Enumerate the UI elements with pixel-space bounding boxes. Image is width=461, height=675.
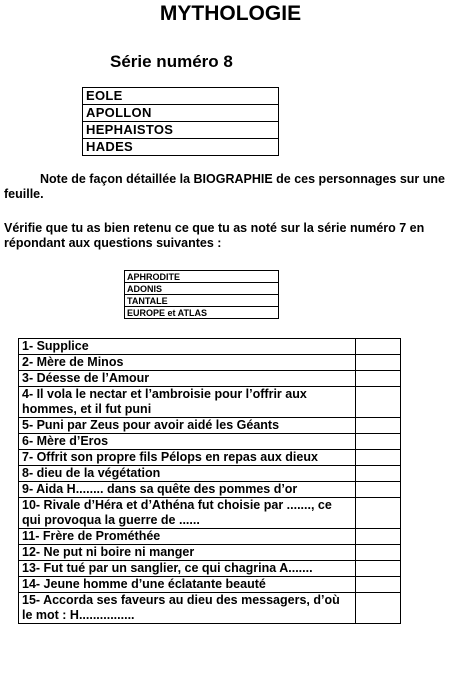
answer-cell[interactable] bbox=[356, 355, 401, 371]
question-cell: 11- Frère de Prométhée bbox=[19, 529, 356, 545]
answer-cell[interactable] bbox=[356, 434, 401, 450]
question-cell: 10- Rivale d’Héra et d’Athéna fut choisie par ......., ce qui provoqua la guerre de ...... bbox=[19, 498, 356, 529]
table-row bbox=[19, 529, 401, 545]
question-cell: 15- Accorda ses faveurs au dieu des messagers, d’où le mot : H................ bbox=[19, 593, 356, 624]
question-cell: 12- Ne put ni boire ni manger bbox=[19, 545, 356, 561]
instruction-biography: Note de façon détaillée la BIOGRAPHIE de ces personnages sur une feuille. bbox=[4, 172, 445, 201]
questions-table bbox=[18, 338, 401, 624]
name-cell: APOLLON bbox=[83, 105, 279, 122]
question-cell: 2- Mère de Minos bbox=[19, 355, 356, 371]
table-row bbox=[19, 434, 401, 450]
table-row bbox=[19, 593, 401, 624]
table-row bbox=[125, 307, 279, 319]
table-row bbox=[19, 339, 401, 355]
review-cell: EUROPE et ATLAS bbox=[125, 307, 279, 319]
question-cell: 6- Mère d’Eros bbox=[19, 434, 356, 450]
review-cell: APHRODITE bbox=[125, 271, 279, 283]
answer-cell[interactable] bbox=[356, 593, 401, 624]
answer-cell[interactable] bbox=[356, 466, 401, 482]
review-list-table bbox=[124, 270, 279, 319]
page-title: MYTHOLOGIE bbox=[159, 2, 302, 25]
answer-cell[interactable] bbox=[356, 482, 401, 498]
question-cell: 8- dieu de la végétation bbox=[19, 466, 356, 482]
answer-cell[interactable] bbox=[356, 418, 401, 434]
table-row bbox=[125, 271, 279, 283]
answer-cell[interactable] bbox=[356, 371, 401, 387]
table-row bbox=[19, 418, 401, 434]
table-row bbox=[125, 295, 279, 307]
answer-cell[interactable] bbox=[356, 545, 401, 561]
answer-cell[interactable] bbox=[356, 339, 401, 355]
table-row bbox=[19, 482, 401, 498]
review-cell: ADONIS bbox=[125, 283, 279, 295]
table-row bbox=[19, 466, 401, 482]
table-row bbox=[19, 577, 401, 593]
name-cell: HADES bbox=[83, 139, 279, 156]
answer-cell[interactable] bbox=[356, 387, 401, 418]
answer-cell[interactable] bbox=[356, 529, 401, 545]
table-row bbox=[125, 283, 279, 295]
review-cell: TANTALE bbox=[125, 295, 279, 307]
question-cell: 4- Il vola le nectar et l’ambroisie pour l’offrir aux hommes, et il fut puni bbox=[19, 387, 356, 418]
table-row bbox=[19, 498, 401, 529]
name-cell: HEPHAISTOS bbox=[83, 122, 279, 139]
answer-cell[interactable] bbox=[356, 577, 401, 593]
table-row bbox=[19, 387, 401, 418]
instruction-review: Vérifie que tu as bien retenu ce que tu as noté sur la série numéro 7 en répondant aux questions suivantes : bbox=[4, 221, 425, 250]
table-row bbox=[19, 371, 401, 387]
table-row bbox=[19, 450, 401, 466]
question-cell: 5- Puni par Zeus pour avoir aidé les Géants bbox=[19, 418, 356, 434]
names-table bbox=[82, 87, 279, 156]
table-row bbox=[19, 561, 401, 577]
name-cell: EOLE bbox=[83, 88, 279, 105]
question-cell: 13- Fut tué par un sanglier, ce qui chagrina A....... bbox=[19, 561, 356, 577]
series-subtitle: Série numéro 8 bbox=[110, 52, 233, 71]
question-cell: 9- Aida H........ dans sa quête des pommes d’or bbox=[19, 482, 356, 498]
answer-cell[interactable] bbox=[356, 450, 401, 466]
question-cell: 1- Supplice bbox=[19, 339, 356, 355]
table-row bbox=[83, 105, 279, 122]
answer-cell[interactable] bbox=[356, 498, 401, 529]
table-row bbox=[83, 139, 279, 156]
table-row bbox=[83, 88, 279, 105]
answer-cell[interactable] bbox=[356, 561, 401, 577]
table-row bbox=[19, 355, 401, 371]
table-row bbox=[83, 122, 279, 139]
question-cell: 3- Déesse de l’Amour bbox=[19, 371, 356, 387]
table-row bbox=[19, 545, 401, 561]
question-cell: 14- Jeune homme d’une éclatante beauté bbox=[19, 577, 356, 593]
question-cell: 7- Offrit son propre fils Pélops en repas aux dieux bbox=[19, 450, 356, 466]
